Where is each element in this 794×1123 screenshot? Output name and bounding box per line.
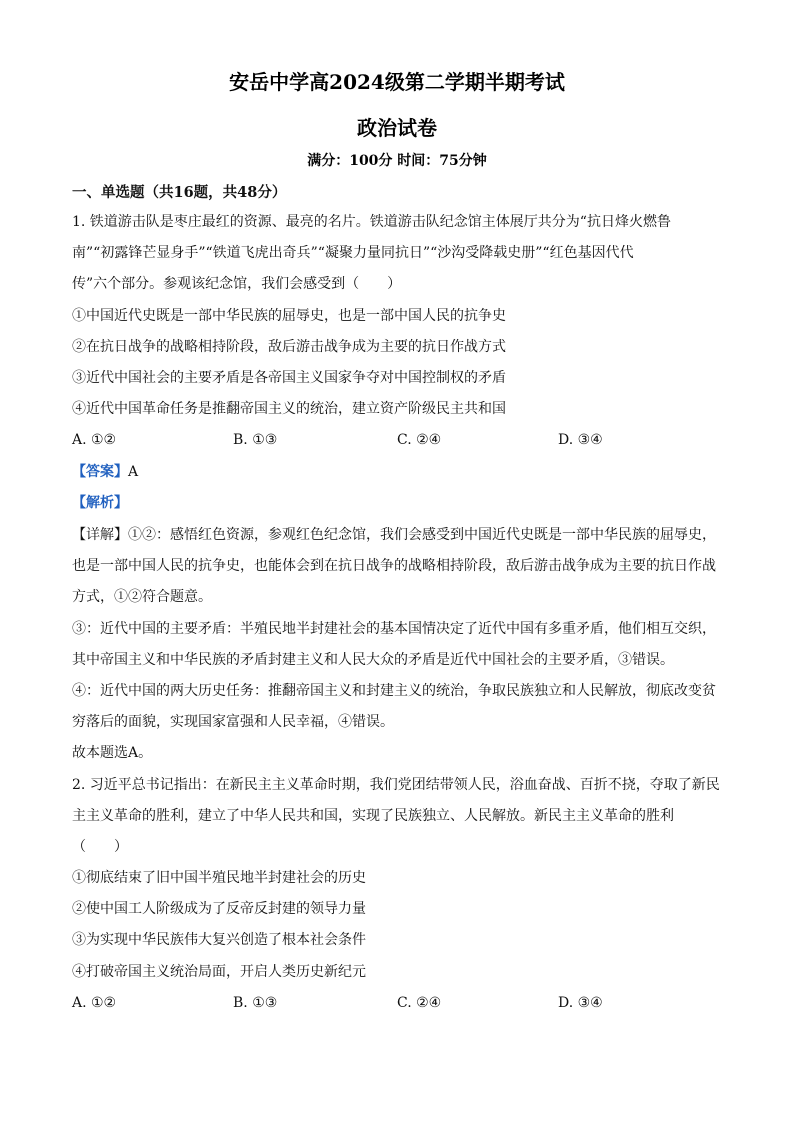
q1-stem-line: 传”六个部分。参观该纪念馆，我们会感受到（ ） bbox=[72, 276, 402, 292]
answer-tag: 【答案】 bbox=[72, 464, 128, 480]
q1-answer-line bbox=[72, 462, 724, 482]
q2-stem-line: 主主义革命的胜利，建立了中华人民共和国，实现了民族独立、人民解放。新民主主义革命的胜利 bbox=[72, 808, 674, 824]
analysis-text: 故本题选A。 bbox=[72, 745, 153, 761]
q1-option-d: D. ③④ bbox=[558, 432, 603, 448]
analysis-tag: 【解析】 bbox=[72, 495, 128, 511]
q2-item: ②使中国工人阶级成为了反帝反封建的领导力量 bbox=[72, 901, 366, 917]
analysis-text: 方式，①②符合题意。 bbox=[72, 589, 212, 605]
q1-stem-line: 1. 铁道游击队是枣庄最红的资源、最亮的名片。铁道游击队纪念馆主体展厅共分为“抗日烽火燃鲁 bbox=[72, 214, 671, 230]
analysis-text: ①②：感悟红色资源，参观红色纪念馆，我们会感受到中国近代史既是一部中华民族的屈辱史， bbox=[128, 527, 716, 543]
q1-stem-line: 南”“初露锋芒显身手”“铁道飞虎出奇兵”“凝聚力量同抗日”“沙沟受降载史册”“红色基因代代 bbox=[72, 245, 634, 261]
analysis-text: 穷落后的面貌，实现国家富强和人民幸福，④错误。 bbox=[72, 714, 394, 730]
q2-item: ④打破帝国主义统治局面，开启人类历史新纪元 bbox=[72, 964, 366, 980]
analysis-text: 也是一部中国人民的抗争史，也能体会到在抗日战争的战略相持阶段，敌后游击战争成为主要的抗日作战 bbox=[72, 558, 716, 574]
q1-option-b: B. ①③ bbox=[233, 432, 278, 448]
q2-stem-line: （ ） bbox=[72, 839, 128, 855]
exam-subject: 政治试卷 bbox=[357, 116, 437, 140]
q2-item: ①彻底结束了旧中国半殖民地半封建社会的历史 bbox=[72, 870, 366, 886]
q2-stem-line: 2. 习近平总书记指出：在新民主主义革命时期，我们党团结带领人民，浴血奋战、百折不挠，夺取了新民 bbox=[72, 777, 720, 793]
q1-option-c: C. ②④ bbox=[397, 432, 442, 448]
q1-item: ④近代中国革命任务是推翻帝国主义的统治，建立资产阶级民主共和国 bbox=[72, 401, 506, 417]
q1-item: ③近代中国社会的主要矛盾是各帝国主义国家争夺对中国控制权的矛盾 bbox=[72, 370, 506, 386]
detail-tag: 【详解】 bbox=[72, 527, 128, 543]
analysis-text: ④：近代中国的两大历史任务：推翻帝国主义和封建主义的统治，争取民族独立和人民解放，彻底改变贫 bbox=[72, 683, 716, 699]
score-time: 满分：100分 时间：75分钟 bbox=[307, 153, 487, 169]
section-title: 一、单选题（共16题，共48分） bbox=[72, 184, 287, 201]
q1-item: ②在抗日战争的战略相持阶段，敌后游击战争成为主要的抗日作战方式 bbox=[72, 339, 506, 355]
q2-item: ③为实现中华民族伟大复兴创造了根本社会条件 bbox=[72, 932, 366, 948]
q2-option-c: C. ②④ bbox=[397, 995, 442, 1011]
q2-option-d: D. ③④ bbox=[558, 995, 603, 1011]
q1-item: ①中国近代史既是一部中华民族的屈辱史，也是一部中国人民的抗争史 bbox=[72, 308, 506, 324]
q1-option-a: A. ①② bbox=[72, 432, 117, 448]
analysis-text: ③：近代中国的主要矛盾：半殖民地半封建社会的基本国情决定了近代中国有多重矛盾，他们相互交织， bbox=[72, 621, 716, 637]
q2-option-b: B. ①③ bbox=[233, 995, 278, 1011]
q1-detail-line bbox=[72, 525, 724, 545]
q2-option-a: A. ①② bbox=[72, 995, 117, 1011]
answer-value: A bbox=[128, 464, 139, 480]
q1-analysis-line bbox=[72, 493, 724, 513]
exam-title: 安岳中学高2024级第二学期半期考试 bbox=[229, 70, 565, 94]
analysis-text: 其中帝国主义和中华民族的矛盾封建主义和人民大众的矛盾是近代中国社会的主要矛盾，③错误。 bbox=[72, 652, 674, 668]
